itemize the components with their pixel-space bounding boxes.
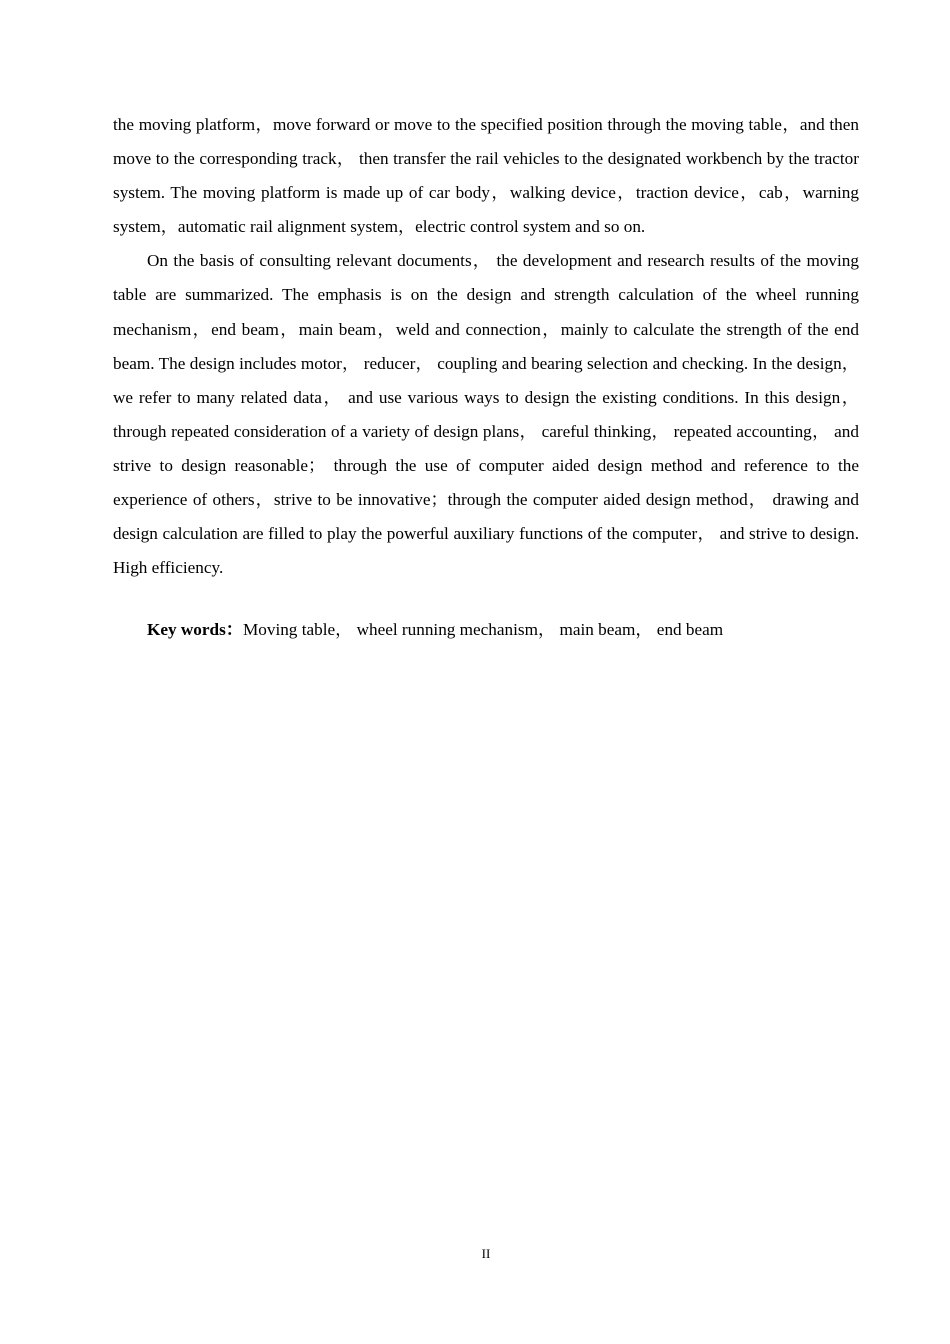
abstract-paragraph-continued: the moving platform，move forward or move to the specified position through the moving table，and then move to the corresponding track， then transfer the rail vehicles to the designated workbench by the tractor system. The moving platform is made up of car body，walking device，traction device，cab，warning system，automatic rail alignment system，electric control system and so on. <box>113 115 859 237</box>
keywords-label: Key words： <box>147 620 243 640</box>
abstract-paragraph: On the basis of consulting relevant documents， the development and research results of the moving table are summarized. The emphasis is on the design and strength calculation of the wheel running mechanism，end beam，main beam，weld and connection，mainly to calculate the strength of the end beam. The design includes motor， reducer， coupling and bearing selection and checking. In the design， we refer to many related data， and use various ways to design the existing conditions. In this design， through repeated consideration of a variety of design plans， careful thinking， repeated accounting， and strive to design reasonable； through the use of computer aided design method and reference to the experience of others，strive to be innovative；through the computer aided design method， drawing and design calculation are filled to play the powerful auxiliary functions of the computer， and strive to design. High efficiency. <box>113 251 859 578</box>
keywords-line <box>113 613 859 647</box>
document-page <box>113 108 859 647</box>
page-number: II <box>481 1246 491 1261</box>
keywords-text: Moving table， wheel running mechanism， main beam， end beam <box>242 620 724 640</box>
